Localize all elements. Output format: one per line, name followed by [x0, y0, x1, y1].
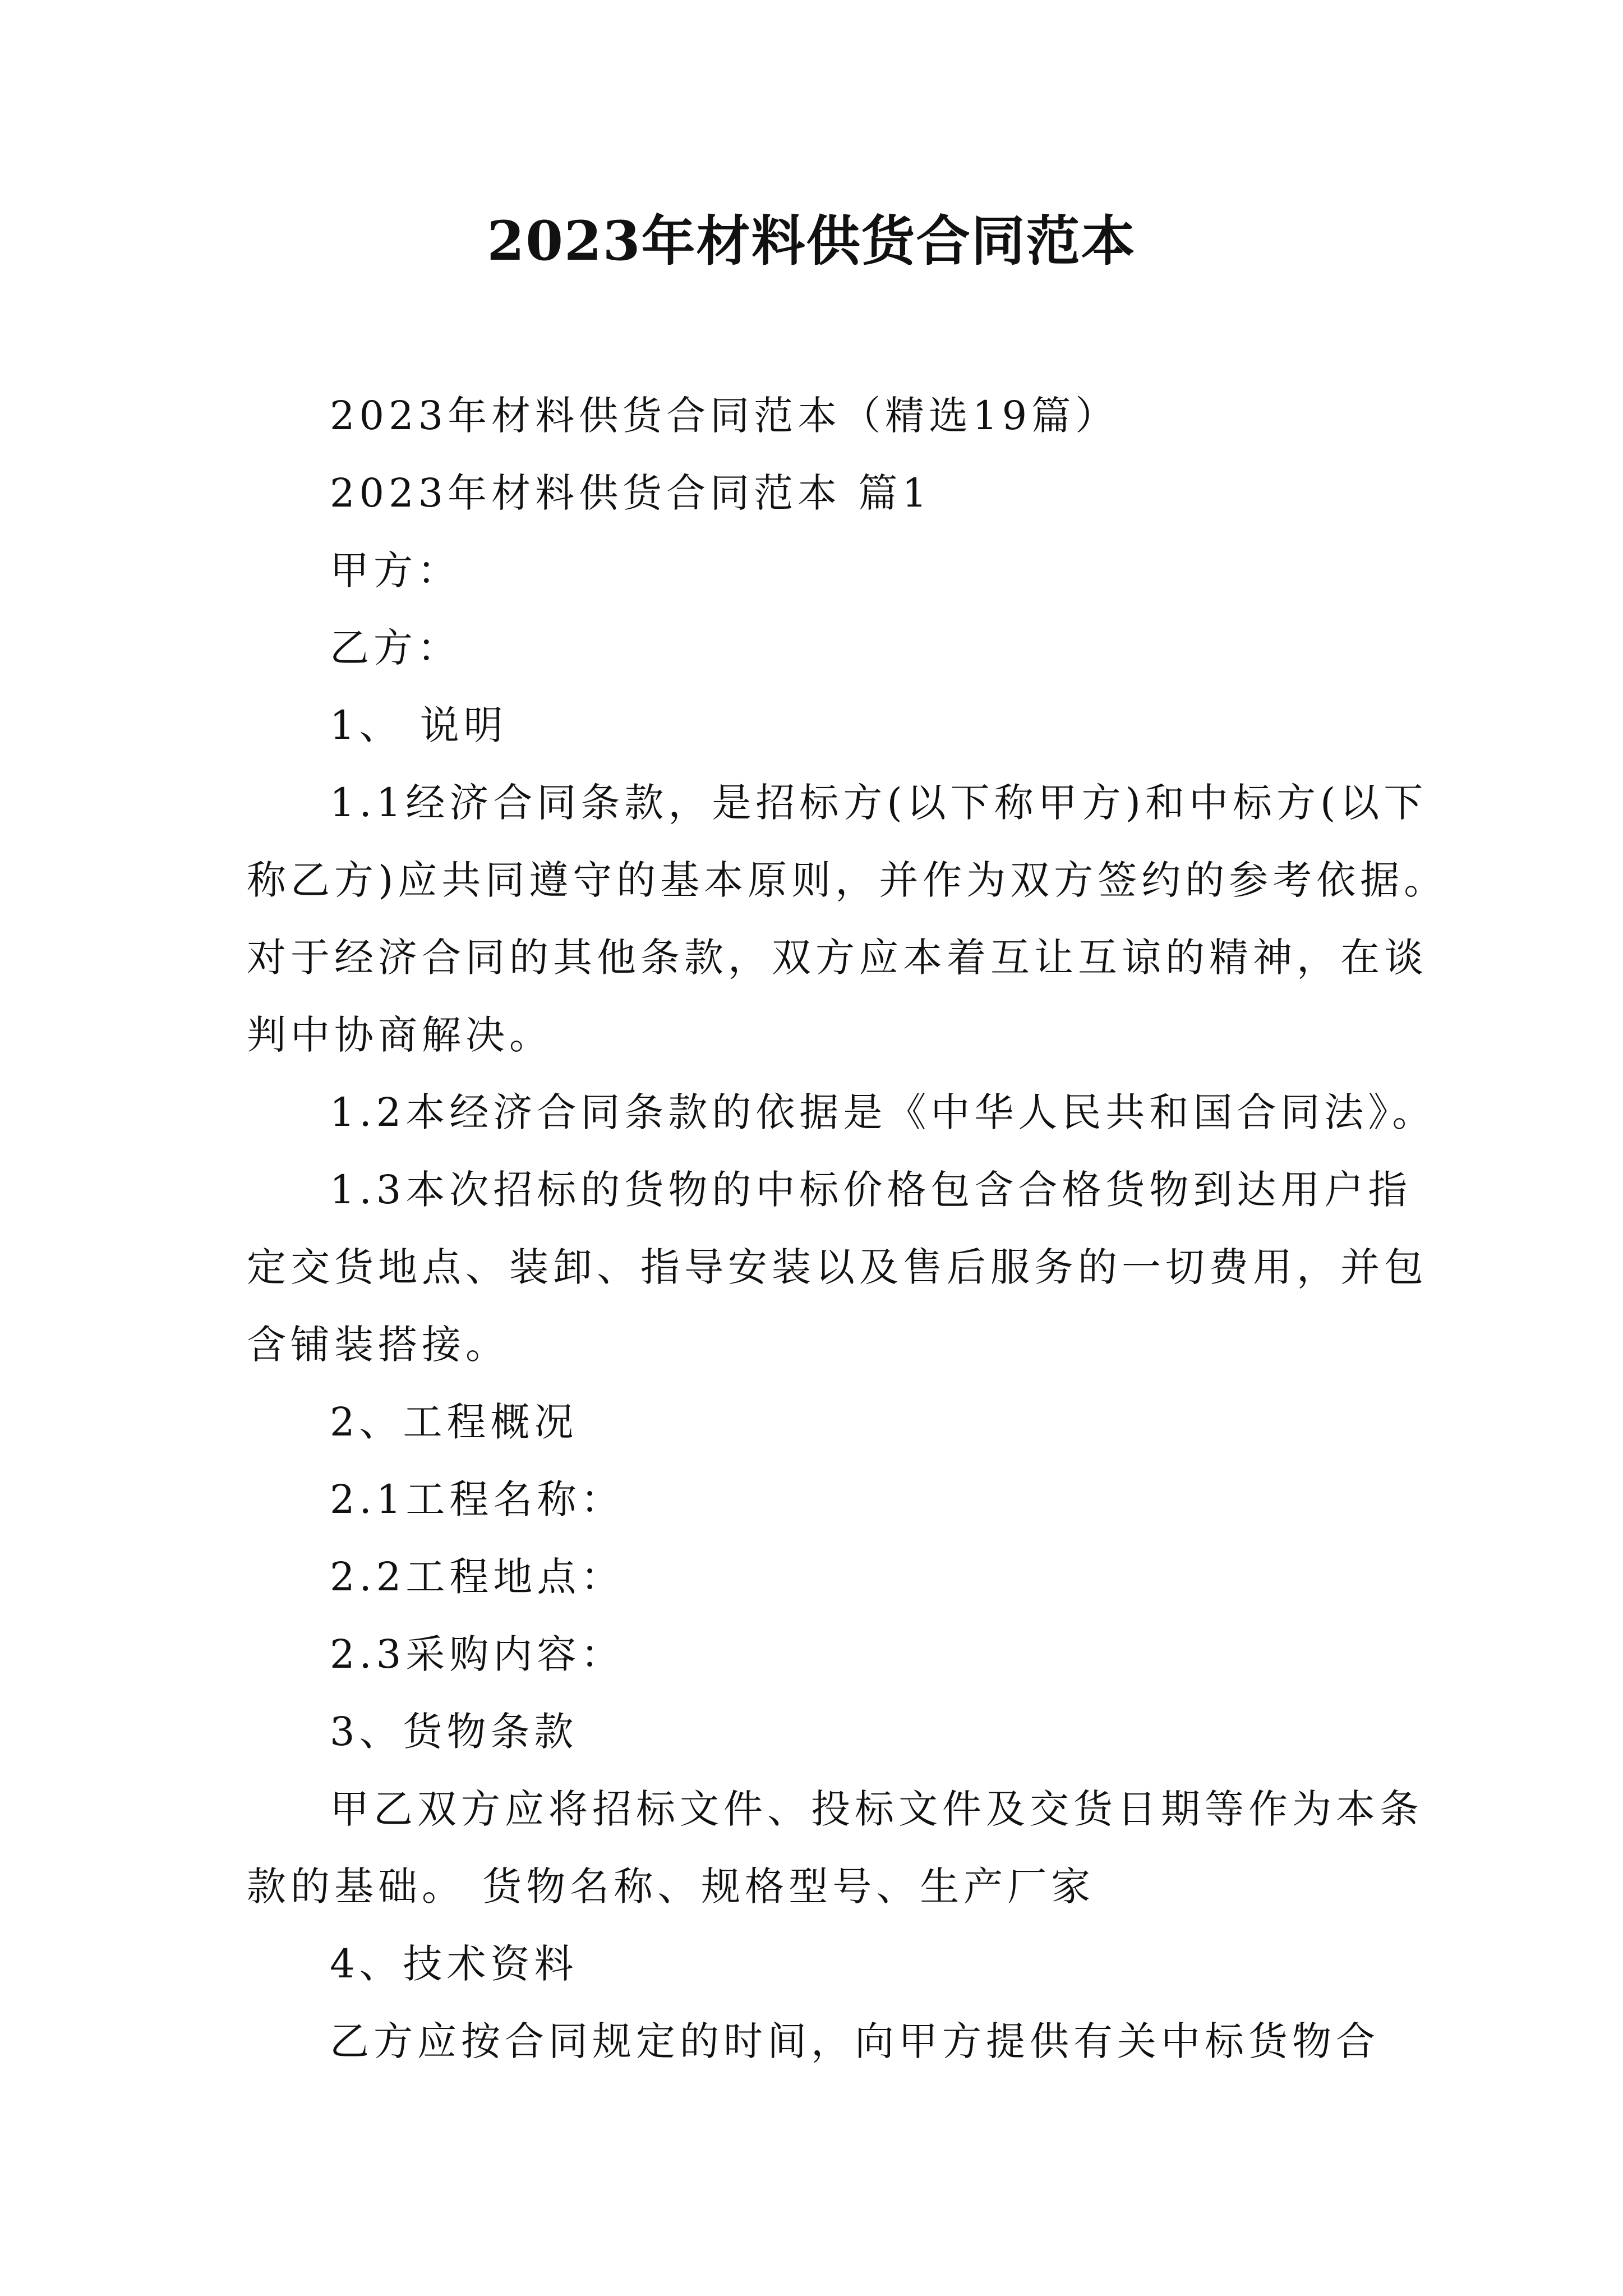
paragraph-1-2: 1.2本经济合同条款的依据是《中华人民共和国合同法》。	[330, 1089, 1436, 1135]
paragraph-party-a: 甲方：	[330, 547, 461, 593]
paragraph-heading-2: 2、工程概况	[330, 1399, 578, 1445]
paragraph-4-body: 乙方应按合同规定的时间，向甲方提供有关中标货物合	[330, 2018, 1380, 2064]
paragraph-1-1: 1.1经济合同条款，是招标方(以下称甲方)和中标方(以下称乙方)应共同遵守的基本原则，并作为双方签约的参考依据。对于经济合同的其他条款，双方应本着互让互谅的精神，在谈判中协商解决。	[247, 780, 1448, 1058]
paragraph-heading-4: 4、技术资料	[330, 1941, 578, 1987]
paragraph-2-1: 2.1工程名称：	[330, 1476, 625, 1522]
paragraph-subtitle: 2023年材料供货合同范本（精选19篇）	[330, 393, 1119, 439]
paragraph-3-body: 甲乙双方应将招标文件、投标文件及交货日期等作为本条款的基础。 货物名称、规格型号、生产厂家	[247, 1786, 1423, 1910]
paragraph-heading-1: 1、 说明	[330, 702, 508, 748]
paragraph-heading-3: 3、货物条款	[330, 1709, 578, 1755]
paragraph-party-b: 乙方：	[330, 625, 461, 671]
paragraph-section-heading: 2023年材料供货合同范本 篇1	[330, 470, 932, 516]
paragraph-2-3: 2.3采购内容：	[330, 1631, 625, 1677]
paragraph-2-2: 2.2工程地点：	[330, 1554, 625, 1600]
document-title: 2023年材料供货合同范本	[487, 209, 1136, 273]
paragraph-1-3: 1.3本次招标的货物的中标价格包含合格货物到达用户指定交货地点、装卸、指导安装以及售后服务的一切费用，并包含铺装搭接。	[247, 1167, 1428, 1368]
document-body	[247, 377, 1453, 2080]
